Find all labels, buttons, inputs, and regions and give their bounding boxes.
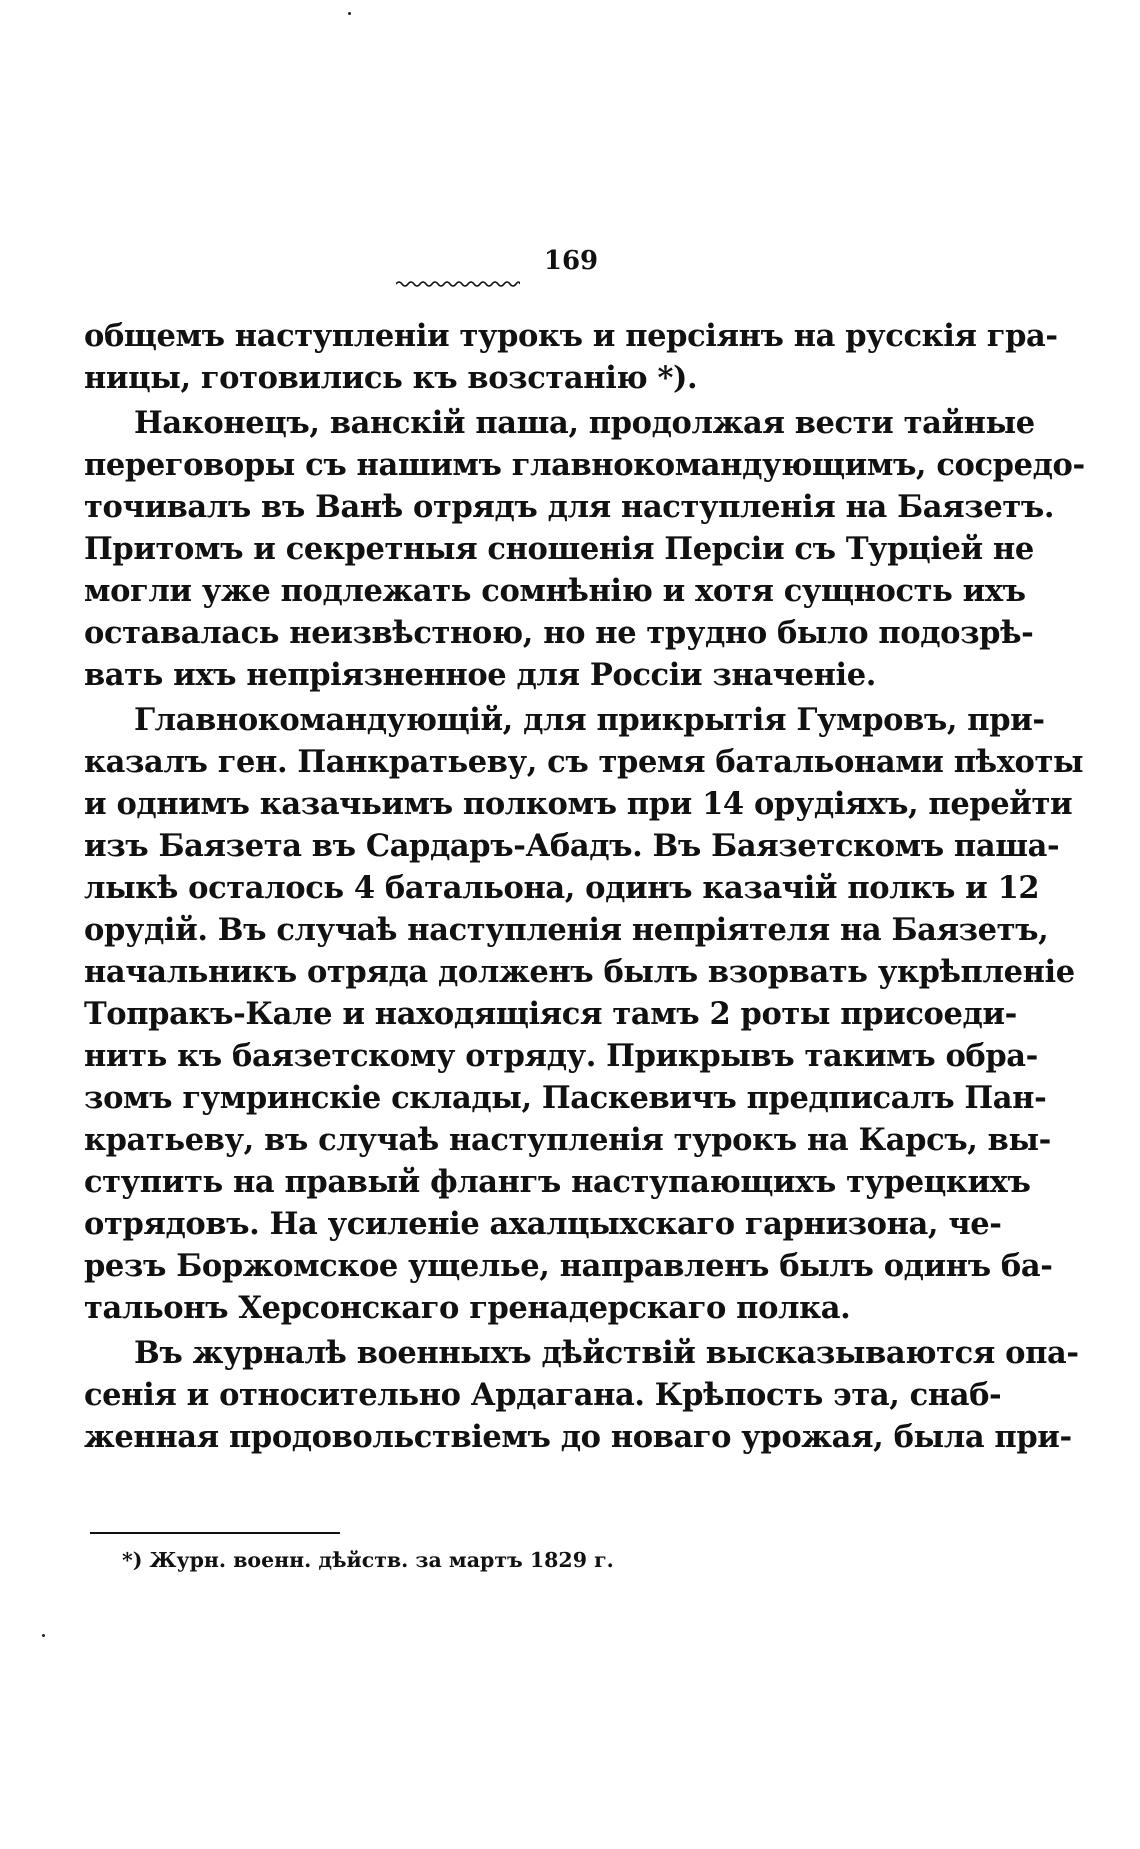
text-line: изъ Баязета въ Сардаръ-Абадъ. Въ Баязетскомъ паша- [84, 828, 1060, 864]
text-line: ницы, готовились къ возстанію *). [84, 360, 698, 396]
page-number-text: 169 [543, 246, 599, 276]
text-line: Притомъ и секретныя сношенія Персіи съ Турціей не [84, 531, 1034, 567]
text-line: казалъ ген. Панкратьеву, съ тремя батальонами пѣхоты [84, 744, 1084, 780]
text-line: орудій. Въ случаѣ наступленія непріятеля на Баязетъ, [84, 912, 1049, 948]
text-line: точивалъ въ Ванѣ отрядъ для наступленія на Баязетъ. [84, 489, 1055, 525]
text-line: начальникъ отряда долженъ былъ взорвать укрѣпленіе [84, 954, 1075, 990]
text-line: нить къ баязетскому отряду. Прикрывъ такимъ обра- [84, 1038, 1038, 1074]
text-line: лыкѣ осталось 4 батальона, одинъ казачій полкъ и 12 [84, 870, 1040, 906]
text-line: кратьеву, въ случаѣ наступленія турокъ на Карсъ, вы- [84, 1122, 1051, 1158]
scan-speck [348, 12, 351, 15]
text-line: отрядовъ. На усиленіе ахалцыхскаго гарнизона, че- [84, 1206, 1002, 1242]
text-line: резъ Боржомское ущелье, направленъ былъ одинъ ба- [84, 1248, 1053, 1284]
footnote-divider [90, 1532, 340, 1534]
text-line: Топракъ-Кале и находящіяся тамъ 2 роты присоеди- [84, 996, 1017, 1032]
text-line: сенія и относительно Ардагана. Крѣпость эта, снаб- [84, 1377, 1002, 1413]
text-line: оставалась неизвѣстною, но не трудно было подозрѣ- [84, 615, 1034, 651]
text-line: вать ихъ непріязненное для Россіи значеніе. [84, 657, 876, 693]
text-line: тальонъ Херсонскаго гренадерскаго полка. [84, 1290, 851, 1326]
text-line: Главнокомандующій, для прикрытія Гумровъ, при- [134, 702, 1045, 738]
text-line: женная продовольствіемъ до новаго урожая, была при- [84, 1419, 1072, 1455]
text-line: общемъ наступленіи турокъ и персіянъ на русскія гра- [84, 318, 1058, 354]
text-line: переговоры съ нашимъ главнокомандующимъ, сосредо- [84, 447, 1085, 483]
text-line: ступить на правый флангъ наступающихъ турецкихъ [84, 1164, 1031, 1200]
footnote: *) Журн. военн. дѣйств. за мартъ 1829 г. [122, 1548, 614, 1572]
text-line: Наконецъ, ванскій паша, продолжая вести тайные [134, 405, 1035, 441]
page-number-ornament [396, 280, 520, 288]
page-number [0, 246, 1140, 276]
text-line: могли уже подлежать сомнѣнію и хотя сущность ихъ [84, 573, 1026, 609]
scan-speck [42, 1634, 45, 1637]
text-line: зомъ гумринскіе склады, Паскевичъ предписалъ Пан- [84, 1080, 1047, 1116]
text-line: Въ журналѣ военныхъ дѣйствій высказываются опа- [134, 1335, 1079, 1371]
text-line: и однимъ казачьимъ полкомъ при 14 орудіяхъ, перейти [84, 786, 1073, 822]
